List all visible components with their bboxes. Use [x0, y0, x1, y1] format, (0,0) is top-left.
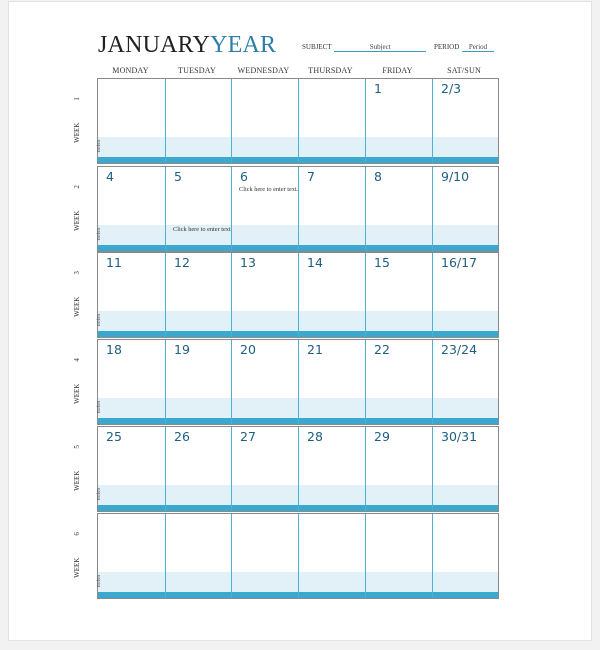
day-number: 29	[374, 429, 390, 444]
title-month: JANUARY	[98, 32, 211, 58]
notes-label: notes	[96, 313, 102, 327]
day-header-friday: FRIDAY	[382, 66, 413, 75]
day-cell[interactable]	[231, 514, 299, 598]
week-label	[73, 178, 81, 238]
week-label	[73, 525, 81, 585]
day-cell[interactable]	[231, 427, 299, 511]
day-cell[interactable]	[98, 427, 165, 511]
page-title	[98, 32, 276, 59]
week-number: 3	[73, 271, 81, 275]
day-number: 19	[174, 342, 190, 357]
title-year: YEAR	[210, 32, 277, 58]
notes-label: notes	[96, 574, 102, 588]
day-cell[interactable]	[432, 253, 499, 337]
day-number: 18	[106, 342, 122, 357]
day-cell[interactable]	[165, 79, 232, 163]
week-label-text: WEEK	[73, 470, 81, 491]
day-number: 12	[174, 255, 190, 270]
day-cell[interactable]	[432, 167, 499, 251]
day-cell[interactable]	[298, 253, 366, 337]
week-label-text: WEEK	[73, 557, 81, 578]
day-number: 1	[374, 81, 382, 96]
day-cell[interactable]	[298, 514, 366, 598]
day-number: 23/24	[441, 342, 478, 357]
day-cell[interactable]	[231, 340, 299, 424]
subject-field[interactable]: Subject	[334, 43, 426, 52]
day-header-sat-sun: SAT/SUN	[447, 66, 481, 75]
notes-label: notes	[96, 139, 102, 153]
day-number: 8	[374, 169, 382, 184]
day-cell[interactable]	[231, 167, 299, 251]
week-label-text: WEEK	[73, 210, 81, 231]
subject-label: SUBJECT	[302, 43, 332, 51]
week-label	[73, 351, 81, 411]
day-cell[interactable]	[98, 167, 165, 251]
day-number: 4	[106, 169, 114, 184]
day-number: 28	[307, 429, 323, 444]
day-number: 21	[307, 342, 323, 357]
day-cell[interactable]	[298, 340, 366, 424]
day-cell[interactable]	[298, 427, 366, 511]
day-number: 25	[106, 429, 122, 444]
day-cell[interactable]	[298, 79, 366, 163]
day-cell[interactable]	[98, 340, 165, 424]
week-number: 6	[73, 532, 81, 536]
day-header-wednesday: WEDNESDAY	[237, 66, 290, 75]
day-number: 11	[106, 255, 122, 270]
notes-label: notes	[96, 487, 102, 501]
day-header-thursday: THURSDAY	[308, 66, 353, 75]
week-row-4	[97, 339, 499, 425]
day-number: 27	[240, 429, 256, 444]
day-cell[interactable]	[165, 514, 232, 598]
day-cell[interactable]	[365, 167, 433, 251]
day-cell[interactable]	[365, 253, 433, 337]
day-number: 20	[240, 342, 256, 357]
day-cell[interactable]	[98, 514, 165, 598]
day-number: 26	[174, 429, 190, 444]
week-row-2	[97, 166, 499, 252]
day-cell[interactable]	[165, 253, 232, 337]
day-cell[interactable]	[432, 340, 499, 424]
period-label: PERIOD	[434, 43, 460, 51]
day-cell[interactable]	[231, 79, 299, 163]
day-cell[interactable]	[231, 253, 299, 337]
week-number: 4	[73, 358, 81, 362]
week-row-1	[97, 78, 499, 164]
day-cell[interactable]	[165, 167, 232, 251]
day-cell[interactable]	[165, 427, 232, 511]
day-cell[interactable]	[298, 167, 366, 251]
day-cell[interactable]	[432, 427, 499, 511]
notes-label: notes	[96, 227, 102, 241]
text-placeholder[interactable]: Click here to enter text.	[239, 186, 299, 193]
notes-label: notes	[96, 400, 102, 414]
period-field[interactable]: Period	[462, 43, 494, 52]
week-label-text: WEEK	[73, 383, 81, 404]
day-cell[interactable]	[365, 514, 433, 598]
day-number: 2/3	[441, 81, 462, 96]
week-label-text: WEEK	[73, 122, 81, 143]
day-header-tuesday: TUESDAY	[178, 66, 216, 75]
day-number: 14	[307, 255, 323, 270]
day-cell[interactable]	[98, 253, 165, 337]
day-cell[interactable]	[98, 79, 165, 163]
day-number: 22	[374, 342, 390, 357]
subject-field-group	[302, 43, 426, 52]
week-number: 2	[73, 185, 81, 189]
week-row-3	[97, 252, 499, 338]
week-label	[73, 90, 81, 150]
day-cell[interactable]	[365, 340, 433, 424]
day-cell[interactable]	[432, 79, 499, 163]
week-number: 1	[73, 97, 81, 101]
day-number: 9/10	[441, 169, 470, 184]
day-cell[interactable]	[432, 514, 499, 598]
week-label	[73, 264, 81, 324]
day-header-monday: MONDAY	[112, 66, 149, 75]
week-label	[73, 438, 81, 498]
day-number: 30/31	[441, 429, 478, 444]
period-field-group	[434, 43, 494, 52]
day-cell[interactable]	[365, 79, 433, 163]
week-label-text: WEEK	[73, 296, 81, 317]
day-cell[interactable]	[365, 427, 433, 511]
week-row-5	[97, 426, 499, 512]
text-placeholder[interactable]: Click here to enter text.	[173, 226, 233, 233]
day-number: 5	[174, 169, 182, 184]
day-number: 16/17	[441, 255, 478, 270]
day-number: 7	[307, 169, 315, 184]
day-cell[interactable]	[165, 340, 232, 424]
day-number: 6	[240, 169, 248, 184]
day-number: 13	[240, 255, 256, 270]
day-number: 15	[374, 255, 390, 270]
week-number: 5	[73, 445, 81, 449]
week-row-6	[97, 513, 499, 599]
